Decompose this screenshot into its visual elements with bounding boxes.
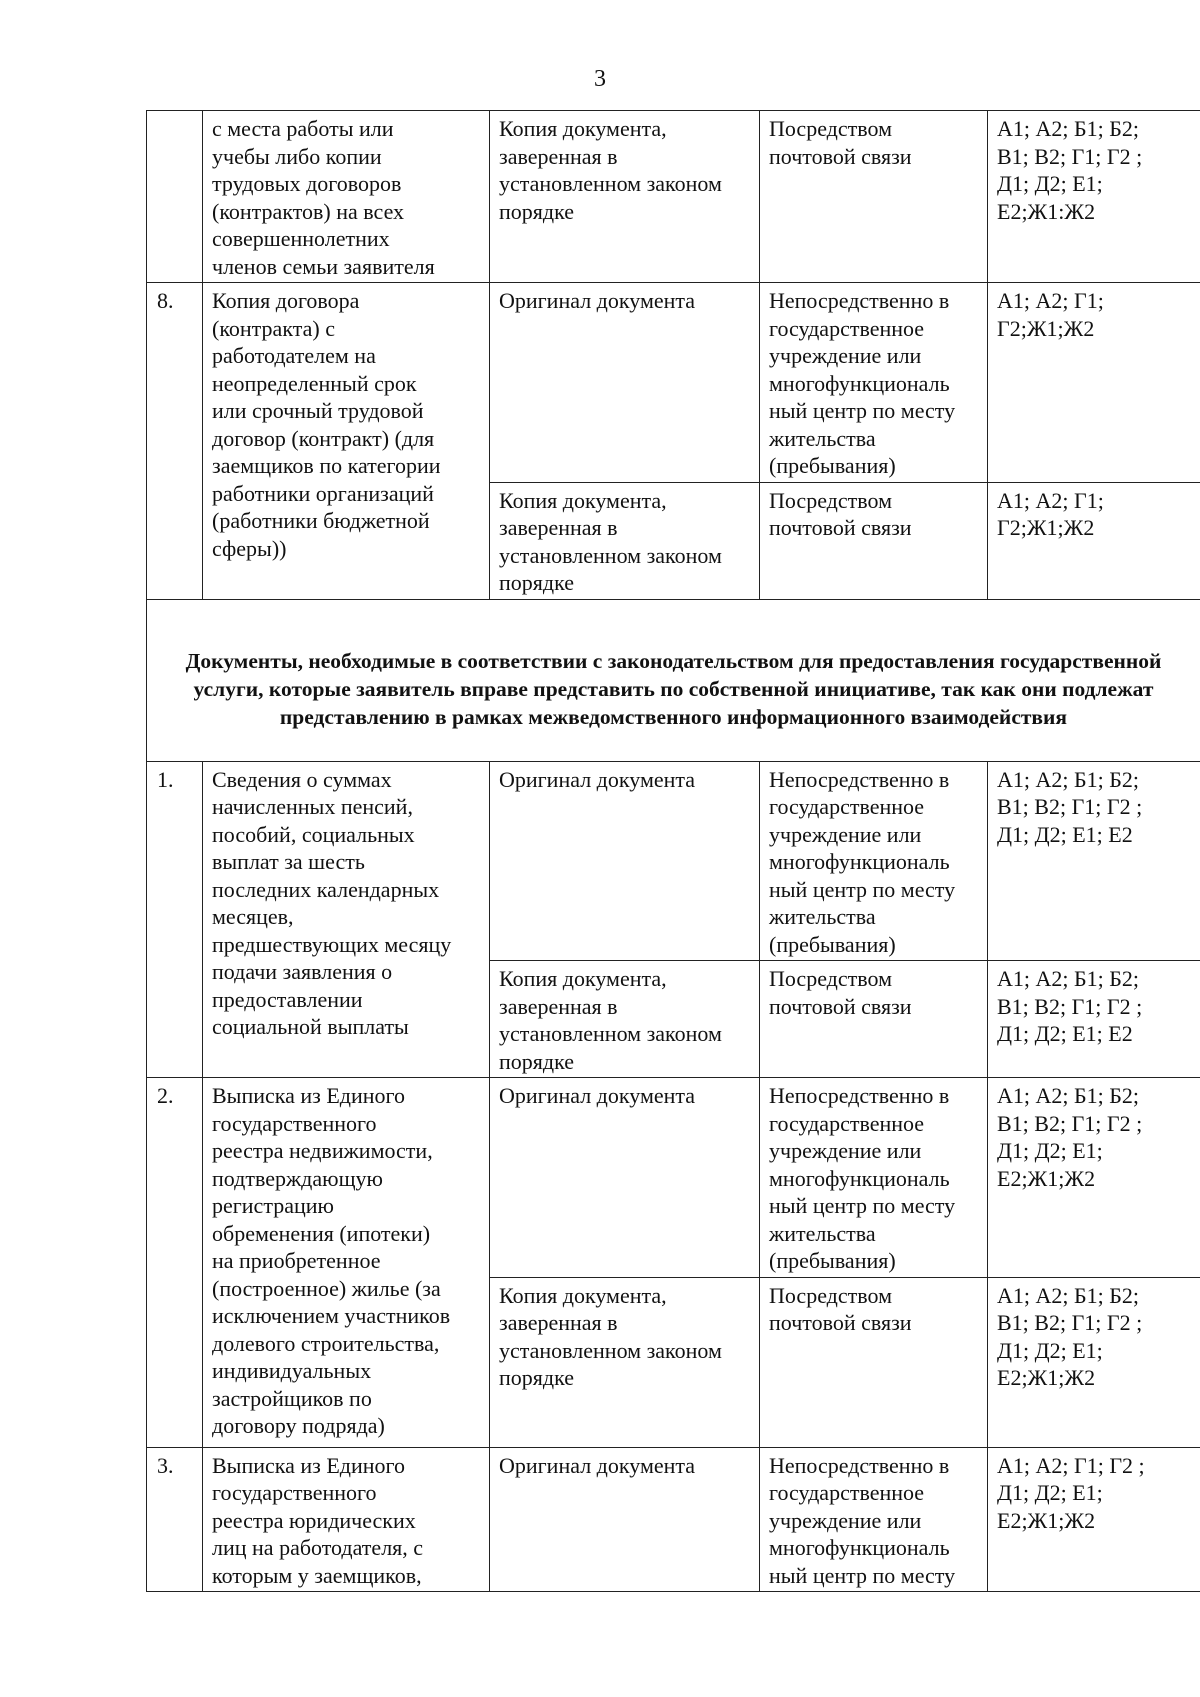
section-heading-row — [147, 599, 1200, 761]
submission-method: Посредством почтовой связи — [760, 482, 988, 599]
document-name: с места работы или учебы либо копии трудовых договоров (контрактов) на всех совершеннолетних членов семьи заявителя — [203, 111, 490, 283]
document-form: Копия документа, заверенная в установленном законом порядке — [490, 111, 760, 283]
document-form: Оригинал документа — [490, 1447, 760, 1592]
applicant-categories: А1; А2; Б1; Б2; В1; В2; Г1; Г2 ; Д1; Д2; Е1; Е2;Ж1;Ж2 — [988, 1078, 1200, 1278]
table-row — [147, 283, 1200, 483]
applicant-categories: А1; А2; Б1; Б2; В1; В2; Г1; Г2 ; Д1; Д2; Е1; Е2;Ж1:Ж2 — [988, 111, 1200, 283]
table-row — [147, 111, 1200, 283]
applicant-categories: А1; А2; Б1; Б2; В1; В2; Г1; Г2 ; Д1; Д2; Е1; Е2 — [988, 961, 1200, 1078]
page-number: 3 — [594, 66, 606, 92]
applicant-categories: А1; А2; Б1; Б2; В1; В2; Г1; Г2 ; Д1; Д2; Е1; Е2 — [988, 761, 1200, 961]
document-form: Копия документа, заверенная в установленном законом порядке — [490, 1277, 760, 1447]
document-name: Копия договора (контракта) с работодателем на неопределенный срок или срочный трудовой договор (контракт) (для заемщиков по категории работники организаций (работники бюджетной сферы)) — [203, 283, 490, 600]
applicant-categories: А1; А2; Г1; Г2;Ж1;Ж2 — [988, 283, 1200, 483]
submission-method: Посредством почтовой связи — [760, 111, 988, 283]
document-form: Оригинал документа — [490, 761, 760, 961]
applicant-categories: А1; А2; Б1; Б2; В1; В2; Г1; Г2 ; Д1; Д2; Е1; Е2;Ж1;Ж2 — [988, 1277, 1200, 1447]
section-heading: Документы, необходимые в соответствии с законодательством для предоставления государственной услуги, которые заявитель вправе представить по собственной инициативе, так как они подлежат представлению в рамках межведомственного информационного взаимодействия — [147, 599, 1200, 761]
row-number — [147, 111, 203, 283]
document-name: Сведения о суммах начисленных пенсий, пособий, социальных выплат за шесть последних календарных месяцев, предшествующих месяцу подачи заявления о предоставлении социальной выплаты — [203, 761, 490, 1078]
row-number: 1. — [147, 761, 203, 1078]
submission-method: Посредством почтовой связи — [760, 961, 988, 1078]
document-form: Копия документа, заверенная в установленном законом порядке — [490, 482, 760, 599]
documents-table — [146, 110, 1200, 1592]
submission-method: Непосредственно в государственное учреждение или многофункциональ ный центр по месту жительства (пребывания) — [760, 761, 988, 961]
document-form: Копия документа, заверенная в установленном законом порядке — [490, 961, 760, 1078]
document-form: Оригинал документа — [490, 1078, 760, 1278]
table-row — [147, 1078, 1200, 1278]
submission-method: Посредством почтовой связи — [760, 1277, 988, 1447]
document-name: Выписка из Единого государственного реестра недвижимости, подтверждающую регистрацию обременения (ипотеки) на приобретенное (построенное) жилье (за исключением участников долевого строительства, индивидуальных застройщиков по договору подряда) — [203, 1078, 490, 1448]
submission-method: Непосредственно в государственное учреждение или многофункциональ ный центр по месту жительства (пребывания) — [760, 1078, 988, 1278]
applicant-categories: А1; А2; Г1; Г2 ; Д1; Д2; Е1; Е2;Ж1;Ж2 — [988, 1447, 1200, 1592]
row-number: 3. — [147, 1447, 203, 1592]
submission-method: Непосредственно в государственное учреждение или многофункциональ ный центр по месту жительства (пребывания) — [760, 283, 988, 483]
document-name: Выписка из Единого государственного реестра юридических лиц на работодателя, с которым у заемщиков, — [203, 1447, 490, 1592]
submission-method: Непосредственно в государственное учреждение или многофункциональ ный центр по месту — [760, 1447, 988, 1592]
row-number: 2. — [147, 1078, 203, 1448]
row-number: 8. — [147, 283, 203, 600]
table-row — [147, 761, 1200, 961]
applicant-categories: А1; А2; Г1; Г2;Ж1;Ж2 — [988, 482, 1200, 599]
document-form: Оригинал документа — [490, 283, 760, 483]
table-row — [147, 1447, 1200, 1592]
